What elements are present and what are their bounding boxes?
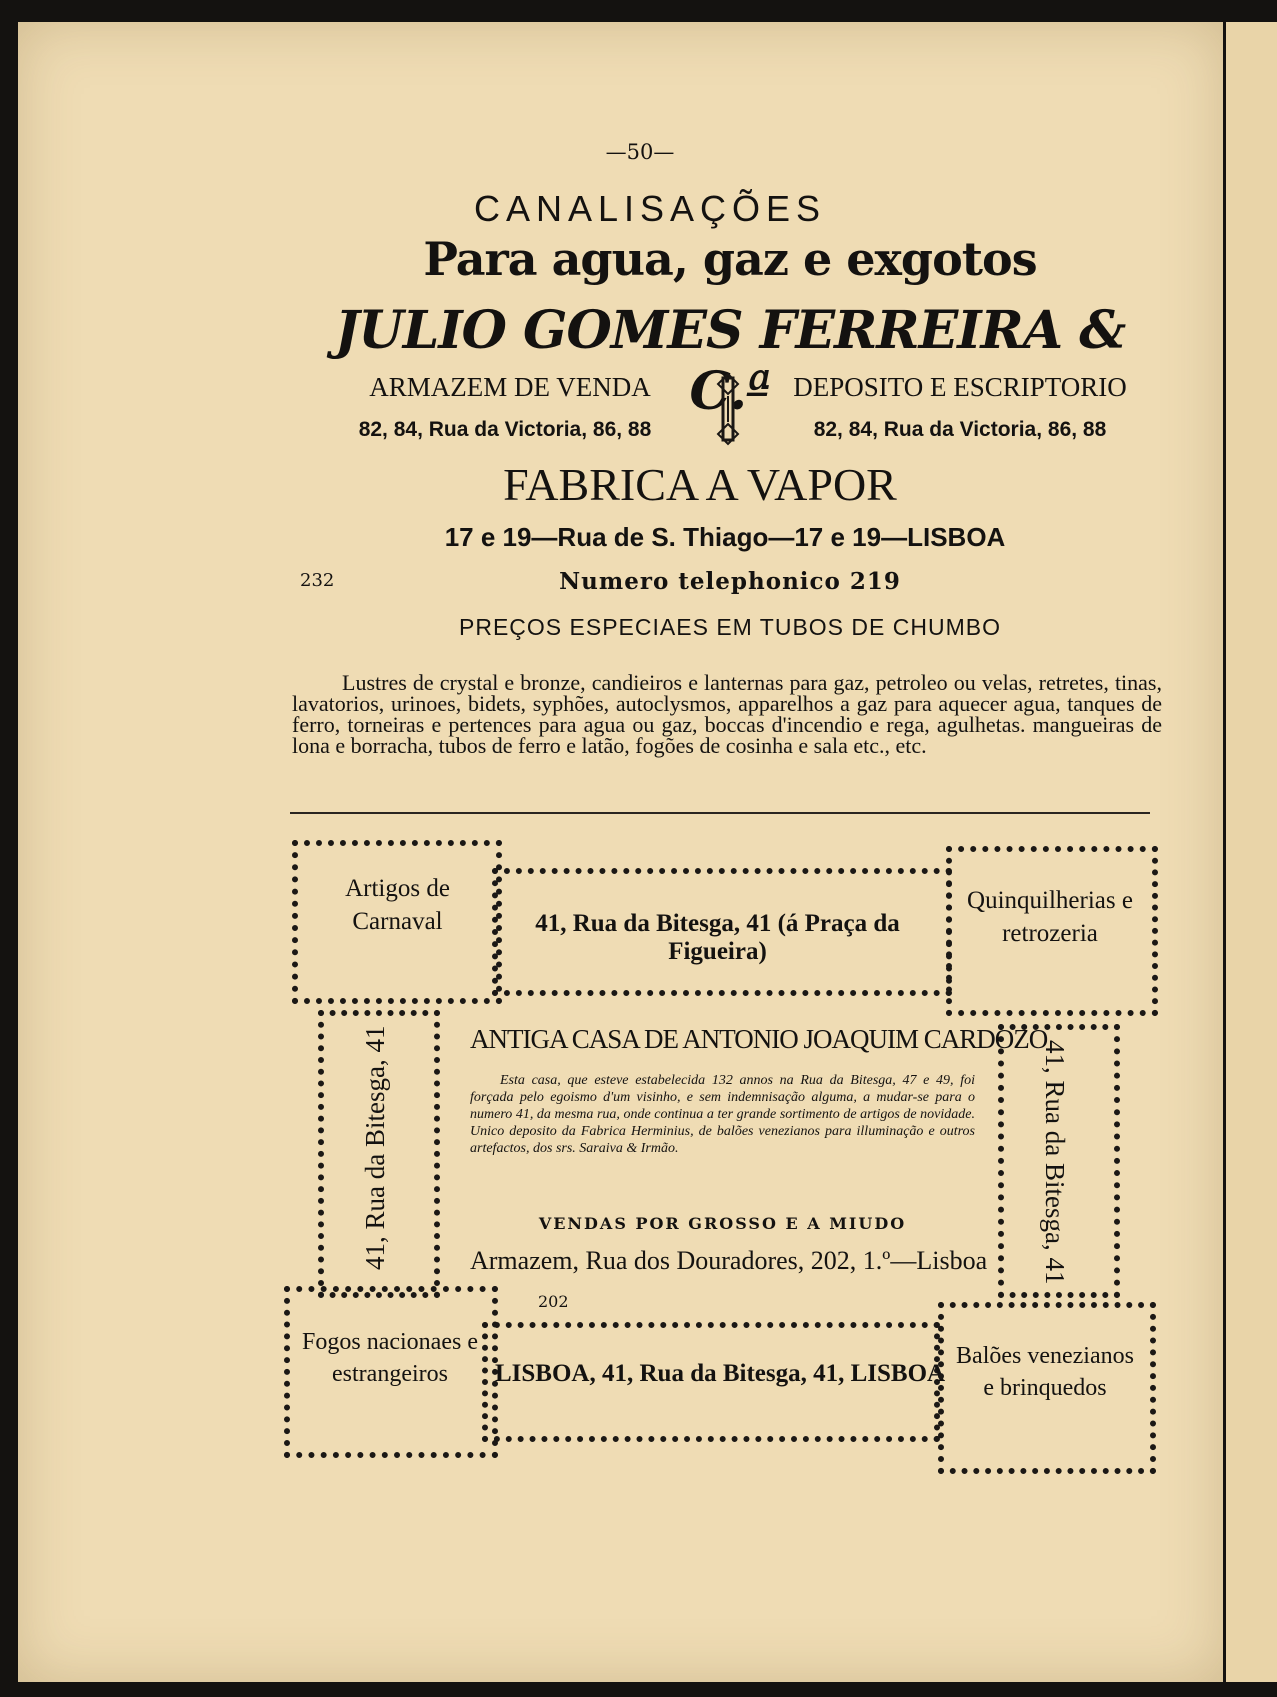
description-paragraph: Lustres de crystal e bronze, candieiros e lanternas para gaz, petroleo ou velas, retretes, tinas, lavatorios, urinoes, bidets, syphões, autoclysmos, apparelhos a gaz para aquecer agua, tanques de ferro, torneiras e pertences para agua ou gaz, boccas d'incendio e rega, agulhetas. mangueiras de lona e borracha, tubos de ferro e latão, fogões de cosinha e sala etc., etc. <box>292 670 1162 758</box>
right-location-heading: DEPOSITO E ESCRIPTORIO <box>793 372 1127 402</box>
right-location-address: 82, 84, Rua da Victoria, 86, 88 <box>813 418 1107 441</box>
factory-title: FABRICA A VAPOR <box>503 459 897 510</box>
bottom-center-text: LISBOA, 41, Rua da Bitesga, 41, LISBOA <box>495 1360 946 1387</box>
next-page-edge <box>1226 22 1277 1682</box>
page-number: —50— <box>605 140 675 164</box>
side-left-text: 41, Rua da Bitesga, 41 <box>360 1025 390 1270</box>
left-location-address: 82, 84, Rua da Victoria, 86, 88 <box>358 418 652 441</box>
top-left-text: Artigos de Carnaval <box>345 875 450 935</box>
left-location-heading: ARMAZEM DE VENDA <box>369 372 651 402</box>
store-name: ANTIGA CASA DE ANTONIO JOAQUIM CARDOZO <box>470 1024 1048 1054</box>
store-description: Esta casa, que esteve estabelecida 132 annos na Rua da Bitesga, 47 e 49, foi forçada pelo egoismo d'um visinho, e sem indemnisação alguma, a mudar-se para o numero 41, da mesma rua, onde continua a ter grande sortimento de artigos de novidade. Unico deposito da Fabrica Herminius, de balões venezianos para illuminação e outros artefactos, dos srs. Saraiva & Irmão. <box>470 1073 975 1156</box>
side-number: 232 <box>300 570 335 591</box>
top-right-text: Quinquilherias e retrozeria <box>967 887 1133 947</box>
side-right-text: 41, Rua da Bitesga, 41 <box>1040 1040 1070 1285</box>
ornament-divider-icon <box>708 372 748 446</box>
phone-number: Numero telephonico 219 <box>559 568 901 595</box>
factory-address: 17 e 19—Rua de S. Thiago—17 e 19—LISBOA <box>444 522 1006 552</box>
top-center-text: 41, Rua da Bitesga, 41 (á Praça da Figueira) <box>535 910 900 965</box>
sales-line: VENDAS POR GROSSO E A MIUDO <box>538 1214 907 1233</box>
bottom-left-text: Fogos nacionaes e estrangeiros <box>302 1329 478 1387</box>
company-name: JULIO GOMES FERREIRA & C.ª <box>334 300 1126 422</box>
header-subtitle: Para agua, gaz e exgotos <box>423 232 1037 286</box>
bottom-right-text: Balões venezianos e brinquedos <box>956 1343 1134 1401</box>
warehouse-line: Armazem, Rua dos Douradores, 202, 1.º—Lisboa <box>470 1246 988 1275</box>
bottom-number: 202 <box>538 1292 569 1311</box>
header-title: CANALISAÇÕES <box>473 188 827 229</box>
special-prices: PREÇOS ESPECIAES EM TUBOS DE CHUMBO <box>459 614 1001 640</box>
separator-line <box>290 812 1150 814</box>
